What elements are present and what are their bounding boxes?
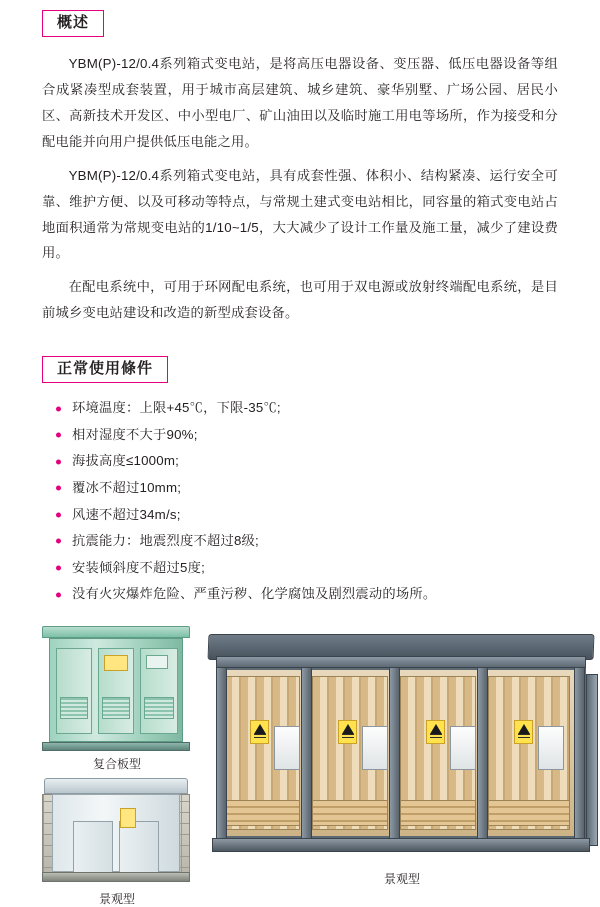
condition-text: 海拔高度≤1000m; (72, 453, 180, 469)
figure-composite-plate (42, 626, 192, 772)
list-item (56, 448, 558, 475)
kiosk-base (42, 742, 190, 751)
kiosk-vent (60, 697, 88, 719)
high-voltage-warning-icon (514, 720, 533, 744)
kiosk-body (49, 638, 183, 742)
figure-caption: 复合板型 (92, 756, 141, 771)
kiosk-log-band (488, 800, 570, 826)
condition-text: 覆冰不超过10mm; (72, 480, 182, 495)
kiosk-column (574, 668, 585, 838)
condition-text: 环境温度：上限+45℃，下限-35℃; (72, 400, 281, 416)
bullet-dot-icon (56, 406, 61, 411)
kiosk-equipment-box (538, 726, 564, 770)
condition-text: 风速不超过34m/s; (72, 506, 181, 522)
kiosk-base (42, 872, 190, 882)
list-item (56, 581, 558, 608)
high-voltage-warning-icon (338, 720, 357, 744)
overview-paragraph-2: YBM(P)-12/0.4系列箱式变电站，具有成套性强、体积小、结构紧凑、运行安全可靠、维护方便、以及可移动等特点，与常规土建式变电站相比，同容量的箱式变电站占地面积通常为常规变电站的1/10~1/5，大大减少了设计工作量及施工量，减少了建设费用。 (42, 167, 558, 261)
figure-caption: 景观型 (98, 891, 135, 906)
bullet-dot-icon (56, 433, 61, 438)
kiosk-vent (102, 697, 130, 719)
kiosk-vent (144, 697, 174, 719)
list-item (56, 502, 558, 529)
list-item (56, 528, 558, 555)
kiosk-base (212, 838, 590, 852)
kiosk-roof-eave (216, 656, 586, 668)
high-voltage-warning-icon (250, 720, 269, 744)
kiosk-equipment-box (450, 726, 476, 770)
kiosk-equipment-box (362, 726, 388, 770)
substation-composite-plate-image (42, 626, 190, 751)
kiosk-log-band (312, 800, 388, 826)
kiosk-door-right (119, 821, 159, 879)
kiosk-column (216, 668, 227, 838)
kiosk-warning-plate (120, 808, 136, 828)
overview-heading-wrap (42, 0, 558, 37)
substation-landscape-large-image (202, 634, 600, 866)
overview-heading: 概述 (42, 10, 104, 37)
kiosk-log-band (400, 800, 476, 826)
bullet-dot-icon (56, 512, 61, 517)
list-item (56, 422, 558, 449)
bullet-dot-icon (56, 592, 61, 597)
bullet-dot-icon (56, 459, 61, 464)
overview-paragraph-1: YBM(P)-12/0.4系列箱式变电站，是将高压电器设备、变压器、低压电器设备等组合成紧凑型成套装置，用于城市高层建筑、城乡建筑、豪华别墅、广场公园、居民小区、高新技术开发区、中小型电厂、矿山油田以及临时施工用电等场所，作为接受和分配电能并向用户提供低压电能之用。 (42, 56, 558, 149)
kiosk-column (389, 668, 400, 838)
kiosk-body (52, 794, 180, 872)
kiosk-panel-left (56, 648, 92, 734)
figure-caption: 景观型 (383, 871, 420, 886)
bullet-dot-icon (56, 486, 61, 491)
kiosk-roof (44, 778, 188, 794)
kiosk-door-left (73, 821, 113, 879)
kiosk-column (477, 668, 488, 838)
substation-landscape-small-image (42, 778, 190, 886)
figure-gallery (42, 626, 558, 906)
list-item (56, 555, 558, 582)
figure-landscape-large (202, 634, 600, 887)
kiosk-warning-plate (104, 655, 128, 671)
high-voltage-warning-icon (426, 720, 445, 744)
kiosk-log-band (224, 800, 300, 826)
kiosk-equipment-box (274, 726, 300, 770)
condition-text: 安装倾斜度不超过5度; (72, 559, 205, 575)
bullet-dot-icon (56, 566, 61, 571)
condition-text: 抗震能力：地震烈度不超过8级; (72, 533, 259, 549)
conditions-list (42, 383, 558, 608)
kiosk-column (301, 668, 312, 838)
list-item (56, 475, 558, 502)
list-item (56, 395, 558, 422)
bullet-dot-icon (56, 539, 61, 544)
conditions-heading-wrap (42, 326, 558, 383)
conditions-heading: 正常使用條件 (42, 356, 168, 383)
condition-text: 相对湿度不大于90%; (72, 426, 198, 442)
kiosk-side-panel (586, 674, 598, 846)
kiosk-roof (42, 626, 190, 638)
kiosk-meter-box (146, 655, 168, 669)
figure-landscape-small (42, 778, 192, 907)
overview-paragraph-3: 在配电系统中，可用于环网配电系统，也可用于双电源或放射终端配电系统，是目前城乡变电站建设和改造的新型成套设备。 (42, 279, 558, 321)
condition-text: 没有火灾爆炸危险、严重污秽、化学腐蚀及剧烈震动的场所。 (72, 586, 437, 602)
